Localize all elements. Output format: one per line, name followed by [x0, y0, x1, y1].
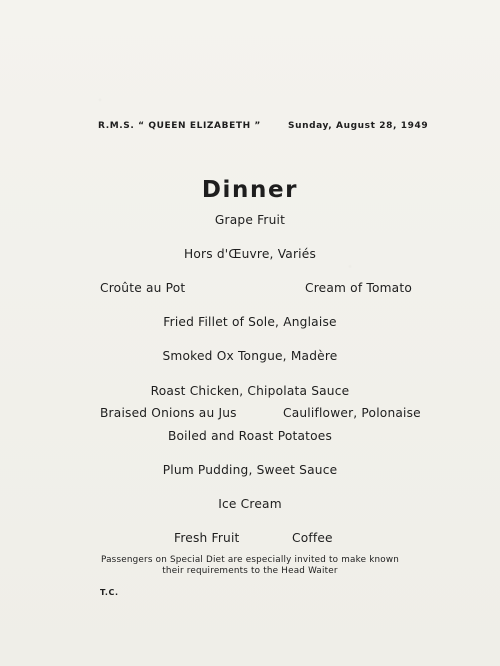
printer-code: T.C.	[100, 588, 119, 597]
dish-roast-chicken: Roast Chicken, Chipolata Sauce	[150, 384, 350, 398]
special-diet-notice	[0, 555, 500, 578]
menu-date: Sunday, August 28, 1949	[288, 121, 429, 131]
dish-croute-au-pot: Croûte au Pot	[100, 281, 186, 295]
dish-coffee: Coffee	[292, 531, 333, 545]
dish-plum-pudding: Plum Pudding, Sweet Sauce	[162, 463, 338, 477]
dish-cream-of-tomato: Cream of Tomato	[305, 281, 412, 295]
special-diet-notice-line-1: Passengers on Special Diet are especially invited to make known	[100, 555, 400, 565]
ship-name: R.M.S. “ QUEEN ELIZABETH ”	[98, 121, 261, 131]
dish-potatoes: Boiled and Roast Potatoes	[167, 429, 333, 443]
dish-grape-fruit: Grape Fruit	[214, 213, 286, 227]
dish-ox-tongue: Smoked Ox Tongue, Madère	[162, 349, 338, 363]
dish-cauliflower: Cauliflower, Polonaise	[283, 406, 421, 420]
special-diet-notice-line-2: their requirements to the Head Waiter	[162, 566, 338, 577]
dish-fried-sole: Fried Fillet of Sole, Anglaise	[163, 315, 337, 329]
dish-ice-cream: Ice Cream	[218, 497, 282, 511]
menu-title: Dinner	[201, 177, 299, 203]
dish-fresh-fruit: Fresh Fruit	[174, 531, 240, 545]
dish-hors-doeuvre: Hors d'Œuvre, Variés	[183, 247, 316, 261]
dish-braised-onions: Braised Onions au Jus	[100, 406, 237, 420]
